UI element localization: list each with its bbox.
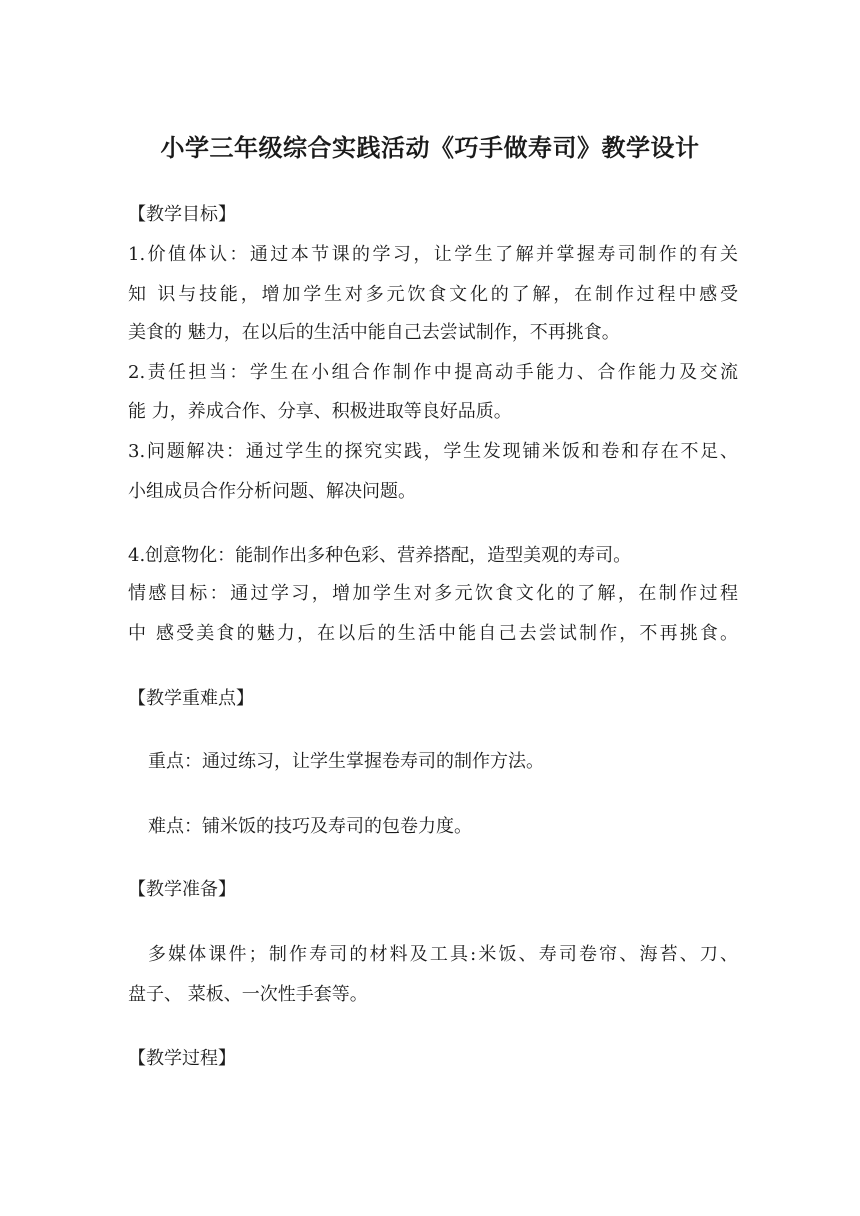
goal-item-2-line-1: 2.责任担当：学生在小组合作制作中提高动手能力、合作能力及交流 bbox=[128, 362, 738, 383]
goal-item-3-line-1: 3.问题解决：通过学生的探究实践，学生发现铺米饭和卷和存在不足、 bbox=[128, 441, 738, 462]
key-point-text: 重点：通过练习，让学生掌握卷寿司的制作方法。 bbox=[148, 751, 544, 772]
emotion-goal-line-2: 中 感受美食的魅力，在以后的生活中能自己去尝试制作，不再挑食。 bbox=[128, 623, 738, 644]
difficulty-text: 难点：铺米饭的技巧及寿司的包卷力度。 bbox=[148, 816, 472, 837]
goal-item-2-line-2: 能 力，养成合作、分享、积极进取等良好品质。 bbox=[128, 401, 512, 422]
goal-item-1-line-3: 美食的 魅力，在以后的生活中能自己去尝试制作，不再挑食。 bbox=[128, 322, 620, 343]
section-heading-key-points: 【教学重难点】 bbox=[128, 688, 254, 709]
document-title: 小学三年级综合实践活动《巧手做寿司》教学设计 bbox=[160, 133, 700, 162]
section-heading-process: 【教学过程】 bbox=[128, 1048, 236, 1069]
section-heading-goals: 【教学目标】 bbox=[128, 204, 236, 225]
goal-item-4: 4.创意物化：能制作出多种色彩、营养搭配，造型美观的寿司。 bbox=[128, 545, 632, 566]
preparation-line-1: 多媒体课件；制作寿司的材料及工具:米饭、寿司卷帘、海苔、刀、 bbox=[148, 944, 738, 965]
goal-item-3-line-2: 小组成员合作分析问题、解决问题。 bbox=[128, 481, 416, 502]
preparation-line-2: 盘子、 菜板、一次性手套等。 bbox=[128, 984, 368, 1005]
goal-item-1-line-2: 知 识与技能，增加学生对多元饮食文化的了解，在制作过程中感受 bbox=[128, 284, 738, 305]
goal-item-1-line-1: 1.价值体认：通过本节课的学习，让学生了解并掌握寿司制作的有关 bbox=[128, 244, 738, 265]
section-heading-preparation: 【教学准备】 bbox=[128, 879, 236, 900]
emotion-goal-line-1: 情感目标：通过学习，增加学生对多元饮食文化的了解，在制作过程 bbox=[128, 583, 738, 604]
